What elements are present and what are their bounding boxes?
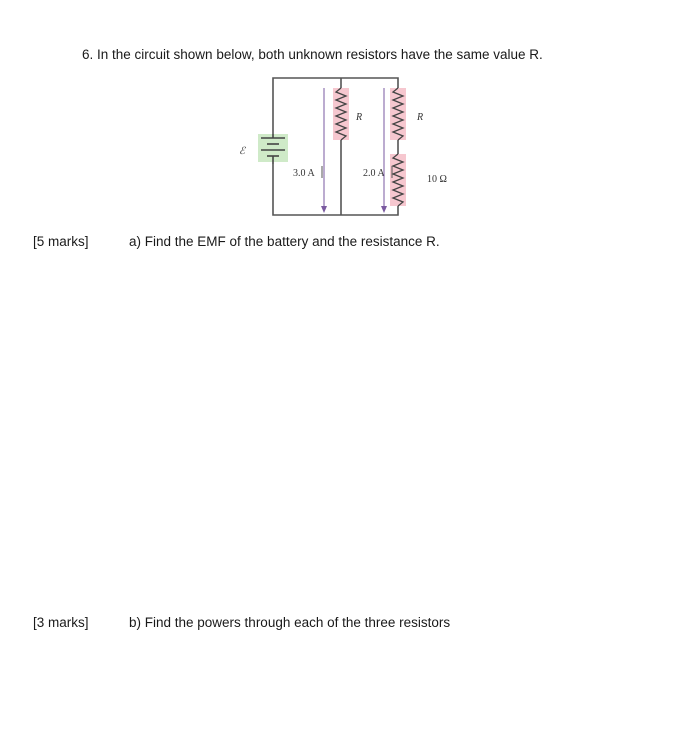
question-text: 6. In the circuit shown below, both unknown resistors have the same value R. <box>82 47 543 62</box>
current-1-label: 3.0 A <box>293 168 315 179</box>
part-b-question: b) Find the powers through each of the three resistors <box>129 615 451 630</box>
part-a-marks: [5 marks] <box>33 234 89 249</box>
resistor-2-label: R <box>417 112 424 123</box>
part-b-marks: [3 marks] <box>33 615 89 630</box>
circuit-diagram <box>230 74 450 222</box>
current-arrow-1 <box>321 88 327 213</box>
resistor-3-label: 10 Ω <box>427 174 447 185</box>
emf-label: ℰ <box>239 146 246 157</box>
current-2-label: 2.0 A <box>363 168 385 179</box>
resistor-1-label: R <box>356 112 363 123</box>
part-a-question: a) Find the EMF of the battery and the resistance R. <box>129 234 440 249</box>
current-arrow-2 <box>381 88 387 213</box>
